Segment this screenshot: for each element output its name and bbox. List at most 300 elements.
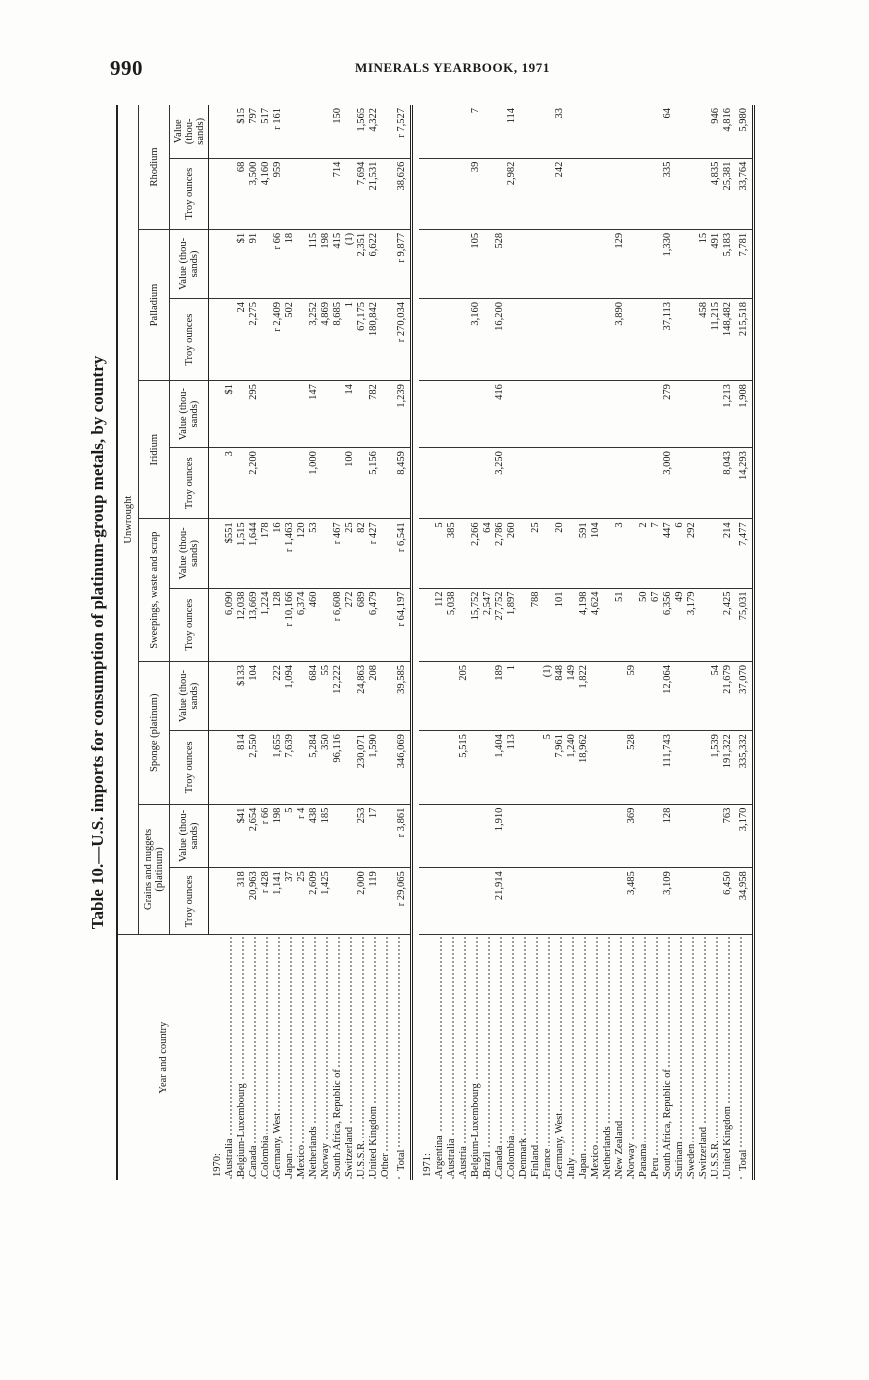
total-value-cell: 335,332	[734, 731, 754, 804]
value-cell	[614, 868, 626, 935]
value-cell	[602, 868, 614, 935]
country-name: Argentina	[434, 1135, 445, 1177]
table-row	[470, 105, 482, 1180]
empty-cell	[419, 381, 434, 448]
country-name: Germany, West	[554, 1112, 565, 1177]
value-cell: 3,252	[308, 299, 320, 381]
value-cell	[308, 158, 320, 229]
value-cell: 684	[308, 661, 320, 730]
value-cell	[494, 105, 506, 158]
country-name: Sweden	[686, 1143, 697, 1177]
empty-cell	[209, 519, 225, 588]
value-cell	[530, 229, 542, 298]
value-cell: 185	[320, 804, 332, 868]
empty-cell	[209, 804, 225, 868]
country-label	[530, 935, 542, 1180]
value-cell: 68	[236, 158, 248, 229]
value-cell: 438	[308, 804, 320, 868]
column-subheader: Troy ounces	[170, 588, 209, 661]
value-cell: 1,897	[506, 588, 518, 661]
value-cell	[224, 229, 236, 298]
value-cell	[698, 804, 710, 868]
value-cell: 3,890	[614, 299, 626, 381]
column-subheader: Troy ounces	[170, 299, 209, 381]
group-header: Sweepings, waste and scrap	[139, 519, 170, 662]
table-row	[260, 105, 272, 1180]
value-cell: 12,038	[236, 588, 248, 661]
value-cell: 104	[590, 519, 602, 588]
value-cell	[320, 448, 332, 519]
empty-cell	[209, 588, 225, 661]
value-cell	[650, 158, 662, 229]
value-cell	[236, 381, 248, 448]
value-cell	[638, 868, 650, 935]
value-cell: 16,200	[494, 299, 506, 381]
column-subheader: Value (thou- sands)	[170, 105, 209, 158]
value-cell	[650, 868, 662, 935]
value-cell	[542, 448, 554, 519]
value-cell	[296, 381, 308, 448]
country-label	[722, 935, 734, 1180]
value-cell	[566, 804, 578, 868]
group-header: Iridium	[139, 381, 170, 519]
value-cell	[590, 299, 602, 381]
country-name: Panama	[638, 1143, 649, 1177]
empty-cell	[419, 299, 434, 381]
value-cell	[296, 299, 308, 381]
value-cell	[518, 588, 530, 661]
value-cell: 797	[248, 105, 260, 158]
value-cell: 335	[662, 158, 674, 229]
country-label	[236, 935, 248, 1180]
value-cell: 2,351	[356, 229, 368, 298]
table-row	[518, 105, 530, 1180]
value-cell	[710, 448, 722, 519]
value-cell: 105	[470, 229, 482, 298]
empty-cell	[419, 661, 434, 730]
value-cell: 1,094	[284, 661, 296, 730]
value-cell: 20,963	[248, 868, 260, 935]
value-cell: 18	[284, 229, 296, 298]
value-cell	[602, 105, 614, 158]
rotated-table-block	[88, 105, 828, 1180]
total-value-cell: r 270,034	[392, 299, 412, 381]
value-cell: 191,322	[722, 731, 734, 804]
value-cell: 21,679	[722, 661, 734, 730]
table-row	[566, 105, 578, 1180]
total-value-cell: r 64,197	[392, 588, 412, 661]
value-cell: 272	[344, 588, 356, 661]
country-name: Italy	[566, 1157, 577, 1177]
country-label	[638, 935, 650, 1180]
value-cell	[344, 868, 356, 935]
value-cell	[434, 661, 446, 730]
country-label	[458, 935, 470, 1180]
value-cell	[482, 448, 494, 519]
total-value-cell: 38,626	[392, 158, 412, 229]
value-cell	[602, 229, 614, 298]
country-label	[380, 935, 392, 1180]
value-cell	[518, 158, 530, 229]
value-cell	[674, 661, 686, 730]
country-label	[662, 935, 674, 1180]
value-cell	[296, 105, 308, 158]
value-cell	[470, 381, 482, 448]
value-cell	[542, 299, 554, 381]
value-cell: 3,500	[248, 158, 260, 229]
value-cell: 447	[662, 519, 674, 588]
value-cell: 20	[554, 519, 566, 588]
value-cell: 37	[284, 868, 296, 935]
value-cell	[458, 519, 470, 588]
value-cell: 24	[236, 299, 248, 381]
value-cell: 591	[578, 519, 590, 588]
value-cell: 260	[506, 519, 518, 588]
value-cell: 51	[614, 588, 626, 661]
value-cell	[458, 229, 470, 298]
table-row	[344, 105, 356, 1180]
value-cell	[698, 105, 710, 158]
value-cell	[710, 519, 722, 588]
value-cell	[674, 158, 686, 229]
value-cell	[626, 229, 638, 298]
value-cell	[614, 105, 626, 158]
value-cell	[590, 868, 602, 935]
value-cell	[380, 868, 392, 935]
value-cell: 1,330	[662, 229, 674, 298]
value-cell	[542, 105, 554, 158]
value-cell: 318	[236, 868, 248, 935]
value-cell	[458, 158, 470, 229]
value-cell: 1,213	[722, 381, 734, 448]
table-row	[446, 105, 458, 1180]
country-label	[506, 935, 518, 1180]
value-cell: 114	[506, 105, 518, 158]
value-cell	[710, 588, 722, 661]
value-cell	[482, 299, 494, 381]
value-cell	[650, 299, 662, 381]
empty-cell	[419, 731, 434, 804]
value-cell: 55	[320, 661, 332, 730]
column-subheader: Troy ounces	[170, 448, 209, 519]
value-cell	[284, 158, 296, 229]
value-cell	[530, 661, 542, 730]
value-cell	[698, 381, 710, 448]
table-row	[224, 105, 236, 1180]
value-cell	[380, 229, 392, 298]
value-cell: 1,590	[368, 731, 380, 804]
value-cell	[578, 381, 590, 448]
value-cell: 253	[356, 804, 368, 868]
value-cell: 18,962	[578, 731, 590, 804]
value-cell	[380, 381, 392, 448]
value-cell: 2,654	[248, 804, 260, 868]
value-cell: 82	[356, 519, 368, 588]
value-cell	[260, 731, 272, 804]
value-cell: 946	[710, 105, 722, 158]
value-cell: 128	[662, 804, 674, 868]
value-cell	[626, 519, 638, 588]
country-label	[542, 935, 554, 1180]
value-cell	[638, 158, 650, 229]
country-name: Peru	[650, 1157, 661, 1177]
country-name: France	[542, 1148, 553, 1177]
value-cell: 1,655	[272, 731, 284, 804]
value-cell	[602, 448, 614, 519]
value-cell: 3,000	[662, 448, 674, 519]
value-cell	[320, 519, 332, 588]
value-cell	[566, 229, 578, 298]
value-cell: 714	[332, 158, 344, 229]
value-cell: 150	[332, 105, 344, 158]
value-cell	[566, 299, 578, 381]
value-cell	[542, 868, 554, 935]
country-label	[344, 935, 356, 1180]
value-cell: 198	[320, 229, 332, 298]
country-label	[248, 935, 260, 1180]
value-cell: 2,200	[248, 448, 260, 519]
value-cell	[458, 804, 470, 868]
value-cell	[482, 158, 494, 229]
value-cell: 1,000	[308, 448, 320, 519]
total-value-cell: 1,908	[734, 381, 754, 448]
total-row	[734, 105, 754, 1180]
value-cell	[224, 868, 236, 935]
table-row	[308, 105, 320, 1180]
value-cell: 3,109	[662, 868, 674, 935]
value-cell: 3	[614, 519, 626, 588]
country-label	[674, 935, 686, 1180]
value-cell	[590, 105, 602, 158]
empty-cell	[419, 804, 434, 868]
value-cell	[578, 804, 590, 868]
value-cell: 763	[722, 804, 734, 868]
value-cell	[320, 381, 332, 448]
value-cell	[590, 158, 602, 229]
value-cell: r 10,166	[284, 588, 296, 661]
table-row	[272, 105, 284, 1180]
value-cell: r 66	[272, 229, 284, 298]
value-cell	[566, 158, 578, 229]
country-label	[602, 935, 614, 1180]
value-cell	[542, 519, 554, 588]
table-row	[248, 105, 260, 1180]
value-cell	[674, 299, 686, 381]
empty-cell	[209, 448, 225, 519]
value-cell	[650, 381, 662, 448]
value-cell	[602, 661, 614, 730]
value-cell: 689	[356, 588, 368, 661]
value-cell	[446, 229, 458, 298]
empty-cell	[209, 299, 225, 381]
value-cell	[518, 448, 530, 519]
value-cell	[506, 868, 518, 935]
value-cell: 4,869	[320, 299, 332, 381]
value-cell	[638, 299, 650, 381]
table-row	[368, 105, 380, 1180]
value-cell	[638, 804, 650, 868]
value-cell: 21,531	[368, 158, 380, 229]
value-cell: 814	[236, 731, 248, 804]
value-cell	[602, 519, 614, 588]
value-cell	[566, 105, 578, 158]
value-cell	[446, 804, 458, 868]
value-cell	[482, 105, 494, 158]
value-cell: 112	[434, 588, 446, 661]
value-cell	[260, 229, 272, 298]
value-cell	[554, 299, 566, 381]
value-cell	[470, 661, 482, 730]
value-cell	[674, 448, 686, 519]
total-text: Total	[738, 1148, 749, 1177]
value-cell	[530, 731, 542, 804]
value-cell: 64	[662, 105, 674, 158]
table-row	[380, 105, 392, 1180]
table-row	[506, 105, 518, 1180]
value-cell: 21,914	[494, 868, 506, 935]
value-cell: 100	[344, 448, 356, 519]
value-cell: 129	[614, 229, 626, 298]
value-cell: 27,752	[494, 588, 506, 661]
value-cell	[344, 731, 356, 804]
value-cell	[458, 381, 470, 448]
value-cell	[224, 731, 236, 804]
value-cell	[590, 448, 602, 519]
value-cell: 7,694	[356, 158, 368, 229]
value-cell: 528	[494, 229, 506, 298]
value-cell	[530, 804, 542, 868]
value-cell	[518, 868, 530, 935]
value-cell: 460	[308, 588, 320, 661]
value-cell	[590, 804, 602, 868]
country-label	[272, 935, 284, 1180]
stub-header: Year and country	[117, 935, 209, 1180]
value-cell: 16	[272, 519, 284, 588]
value-cell: 2,609	[308, 868, 320, 935]
value-cell: 416	[494, 381, 506, 448]
year-row	[419, 105, 434, 1180]
value-cell: 1	[506, 661, 518, 730]
country-label	[710, 935, 722, 1180]
value-cell	[602, 804, 614, 868]
value-cell	[614, 661, 626, 730]
value-cell	[554, 229, 566, 298]
value-cell: 59	[626, 661, 638, 730]
value-cell	[578, 229, 590, 298]
imports-table	[116, 105, 755, 1180]
value-cell	[698, 731, 710, 804]
value-cell	[458, 588, 470, 661]
value-cell	[518, 804, 530, 868]
value-cell	[380, 448, 392, 519]
country-label	[308, 935, 320, 1180]
table-title: Table 10.—U.S. imports for consumption of platinum-group metals, by country	[88, 355, 107, 930]
year-label: 1970:	[211, 1153, 223, 1177]
value-cell: 528	[626, 731, 638, 804]
country-name: Norway	[320, 1143, 331, 1177]
column-subheader: Troy ounces	[170, 868, 209, 935]
value-cell	[578, 868, 590, 935]
value-cell	[674, 804, 686, 868]
value-cell	[518, 105, 530, 158]
value-cell	[626, 381, 638, 448]
value-cell	[470, 731, 482, 804]
total-row	[392, 105, 412, 1180]
value-cell	[296, 158, 308, 229]
country-label	[224, 935, 236, 1180]
column-subheader: Value (thou- sands)	[170, 804, 209, 868]
value-cell: 67,175	[356, 299, 368, 381]
value-cell	[530, 105, 542, 158]
value-cell	[602, 299, 614, 381]
value-cell	[626, 588, 638, 661]
value-cell: 279	[662, 381, 674, 448]
value-cell	[674, 229, 686, 298]
value-cell	[446, 299, 458, 381]
country-label	[320, 935, 332, 1180]
value-cell	[380, 804, 392, 868]
value-cell: 242	[554, 158, 566, 229]
country-name: Japan	[578, 1153, 589, 1177]
value-cell	[686, 731, 698, 804]
value-cell	[434, 158, 446, 229]
value-cell	[686, 158, 698, 229]
total-text: Total	[396, 1148, 407, 1177]
value-cell	[494, 158, 506, 229]
value-cell: 1,644	[248, 519, 260, 588]
value-cell	[320, 105, 332, 158]
value-cell	[308, 105, 320, 158]
value-cell: 7	[470, 105, 482, 158]
value-cell	[332, 804, 344, 868]
table-row	[284, 105, 296, 1180]
spacer	[412, 105, 420, 1180]
value-cell	[518, 731, 530, 804]
value-cell: 3,485	[626, 868, 638, 935]
value-cell: 67	[650, 588, 662, 661]
value-cell	[698, 519, 710, 588]
table-row	[458, 105, 470, 1180]
value-cell	[686, 448, 698, 519]
country-name: South Africa, Republic of	[332, 1069, 343, 1177]
total-value-cell: 5,980	[734, 105, 754, 158]
table-row	[674, 105, 686, 1180]
value-cell	[446, 448, 458, 519]
value-cell	[380, 105, 392, 158]
value-cell	[518, 229, 530, 298]
value-cell: 15,752	[470, 588, 482, 661]
value-cell	[470, 448, 482, 519]
value-cell: 5	[542, 731, 554, 804]
value-cell	[650, 661, 662, 730]
country-label	[566, 935, 578, 1180]
value-cell	[506, 299, 518, 381]
value-cell: 3	[224, 448, 236, 519]
table-row	[698, 105, 710, 1180]
value-cell	[434, 105, 446, 158]
value-cell	[458, 448, 470, 519]
value-cell	[446, 661, 458, 730]
country-label	[578, 935, 590, 1180]
value-cell: 214	[722, 519, 734, 588]
total-value-cell: 8,459	[392, 448, 412, 519]
value-cell	[482, 868, 494, 935]
country-name: United Kingdom	[722, 1106, 733, 1177]
country-label	[626, 935, 638, 1180]
value-cell: 2,786	[494, 519, 506, 588]
value-cell: 54	[710, 661, 722, 730]
table-row	[602, 105, 614, 1180]
